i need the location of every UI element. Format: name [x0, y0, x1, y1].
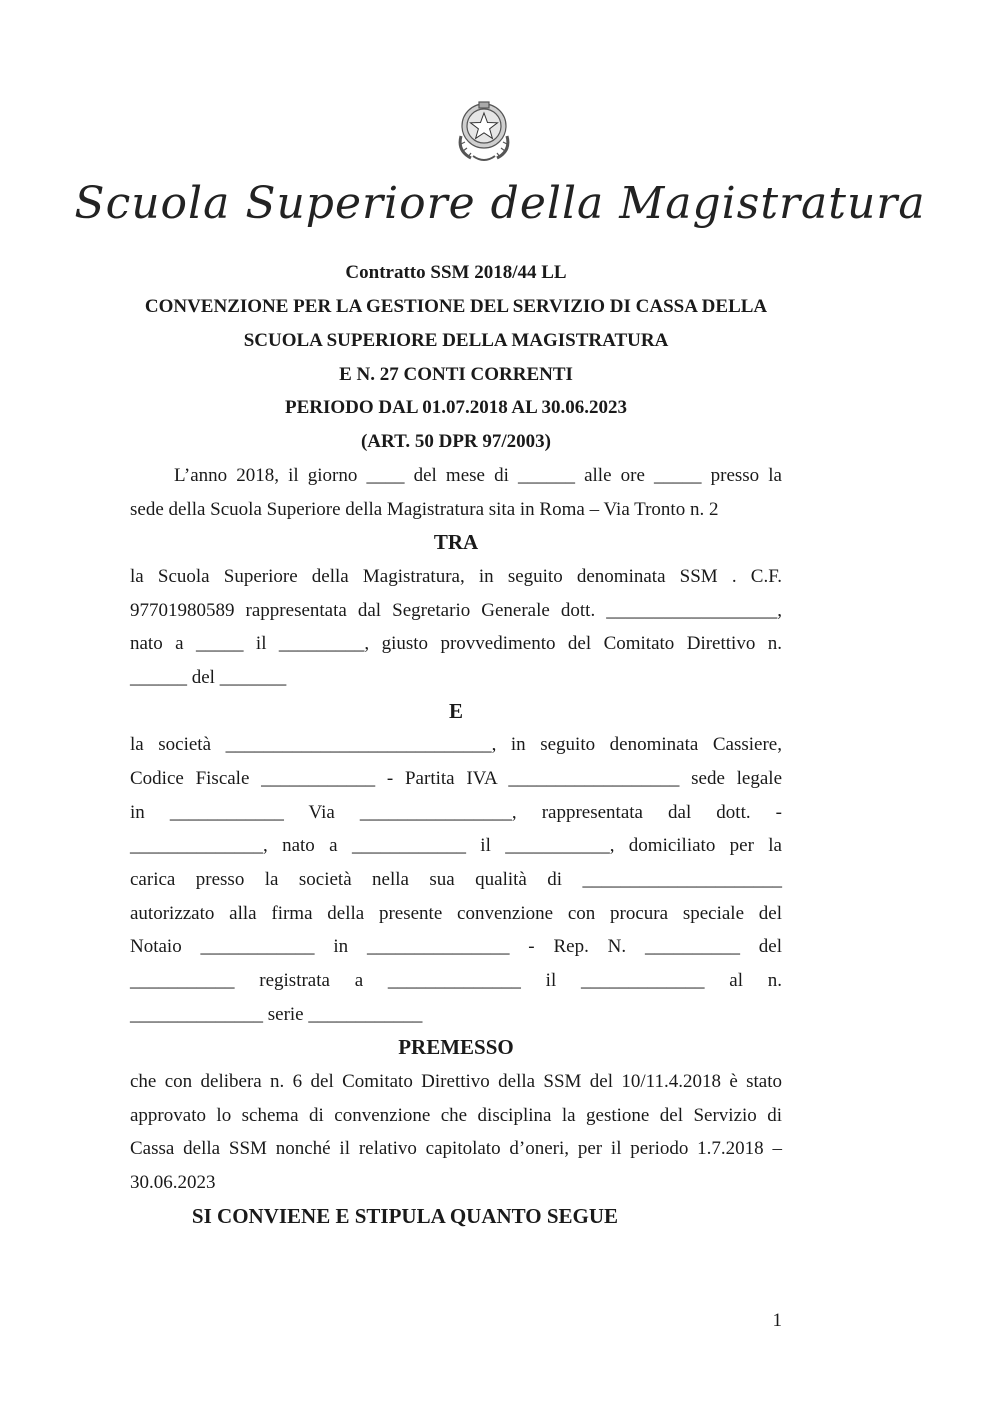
- tra-heading: TRA: [433, 530, 479, 554]
- premesso-line: Cassa della SSM nonché il relativo capitolato d’oneri, per il periodo 1.7.2018 –: [130, 1138, 782, 1159]
- party1-line: ______ del _______: [130, 667, 287, 688]
- party2-line: ______________, nato a ____________ il ___________, domiciliato per la: [130, 835, 782, 856]
- e-heading: E: [448, 699, 463, 723]
- closing-heading: SI CONVIENE E STIPULA QUANTO SEGUE: [191, 1204, 619, 1228]
- party2-line: carica presso la società nella sua qualità di _____________________: [130, 869, 782, 890]
- party2-line: Codice Fiscale ____________ - Partita IVA __________________ sede legale: [130, 768, 782, 789]
- intro-line: L’anno 2018, il giorno ____ del mese di ______ alle ore _____ presso la: [174, 465, 782, 486]
- premesso-heading: PREMESSO: [398, 1035, 514, 1059]
- party2-line: in ____________ Via ________________, rappresentata dal dott. -: [130, 802, 782, 823]
- party1-line: la Scuola Superiore della Magistratura, in seguito denominata SSM . C.F.: [130, 566, 782, 587]
- party2-line: Notaio ____________ in _______________ - Rep. N. __________ del: [130, 936, 782, 957]
- contract-number: Contratto SSM 2018/44 LL: [345, 262, 567, 283]
- premesso-line: approvato lo schema di convenzione che disciplina la gestione del Servizio di: [130, 1105, 782, 1126]
- republic-emblem-icon: [451, 96, 517, 166]
- title-line-1: CONVENZIONE PER LA GESTIONE DEL SERVIZIO DI CASSA DELLA: [144, 296, 768, 317]
- title-line-5: (ART. 50 DPR 97/2003): [360, 431, 552, 452]
- premesso-line: che con delibera n. 6 del Comitato Direttivo della SSM del 10/11.4.2018 è stato: [130, 1071, 782, 1092]
- title-line-2: SCUOLA SUPERIORE DELLA MAGISTRATURA: [243, 330, 669, 351]
- page-number: 1: [772, 1310, 782, 1331]
- institution-name: Scuola Superiore della Magistratura: [74, 178, 926, 229]
- premesso-line: 30.06.2023: [130, 1172, 216, 1193]
- party2-line: ___________ registrata a ______________ il _____________ al n.: [130, 970, 782, 991]
- party2-line: ______________ serie ____________: [130, 1004, 423, 1025]
- intro-line: sede della Scuola Superiore della Magistratura sita in Roma – Via Tronto n. 2: [130, 499, 719, 520]
- party1-line: 97701980589 rappresentata dal Segretario Generale dott. __________________,: [130, 600, 782, 621]
- title-line-4: PERIODO DAL 01.07.2018 AL 30.06.2023: [284, 397, 628, 418]
- party1-line: nato a _____ il _________, giusto provvedimento del Comitato Direttivo n.: [130, 633, 782, 654]
- title-line-3: E N. 27 CONTI CORRENTI: [339, 364, 573, 385]
- party2-line: la società ____________________________, in seguito denominata Cassiere,: [130, 734, 782, 755]
- party2-line: autorizzato alla firma della presente convenzione con procura speciale del: [130, 903, 782, 924]
